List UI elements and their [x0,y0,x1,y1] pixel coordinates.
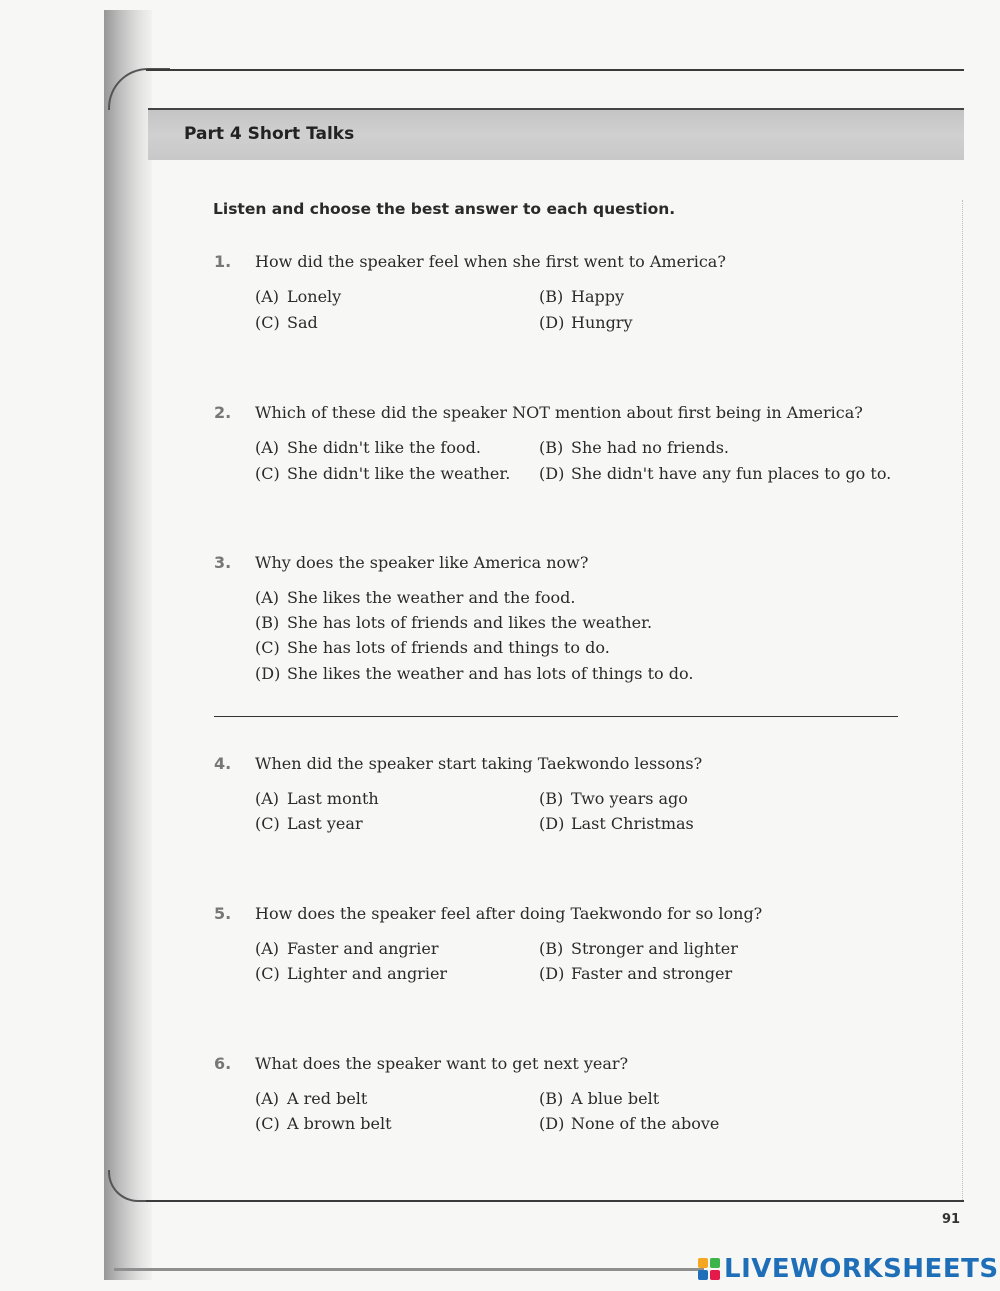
option-text: Happy [571,287,625,306]
option-letter: (B) [539,1089,564,1108]
option-d[interactable] [539,313,633,332]
option-b[interactable] [539,939,738,958]
option-letter: (B) [539,287,564,306]
option-letter: (A) [255,438,280,457]
liveworksheets-logo [698,1253,999,1285]
option-text: Hungry [571,313,633,332]
option-letter: (C) [255,313,280,332]
page-right-edge [962,200,963,1200]
option-a[interactable] [255,1089,367,1108]
option-d[interactable] [539,964,732,983]
option-c[interactable] [255,313,318,332]
option-a[interactable] [255,438,481,457]
option-b[interactable] [255,613,652,632]
question-text: How did the speaker feel when she first went to America? [255,252,726,271]
question-text: When did the speaker start taking Taekwondo lessons? [255,754,703,773]
brand-name: LIVEWORKSHEETS [724,1254,999,1284]
option-text: She likes the weather and the food. [287,588,576,607]
option-a[interactable] [255,287,341,306]
question-text: How does the speaker feel after doing Taekwondo for so long? [255,904,763,923]
option-a[interactable] [255,588,575,607]
option-text: Faster and stronger [571,964,733,983]
bottom-rule [146,1200,964,1202]
option-letter: (D) [539,814,565,833]
option-text: Lonely [287,287,342,306]
option-letter: (D) [539,964,565,983]
option-c[interactable] [255,964,447,983]
option-letter: (C) [255,464,280,483]
option-text: Faster and angrier [287,939,439,958]
option-c[interactable] [255,1114,392,1133]
option-a[interactable] [255,939,439,958]
question-text: Why does the speaker like America now? [255,553,589,572]
question-text: What does the speaker want to get next year? [255,1054,629,1073]
option-text: A blue belt [571,1089,660,1108]
option-text: Stronger and lighter [571,939,738,958]
option-letter: (C) [255,1114,280,1133]
option-letter: (D) [539,1114,565,1133]
question-number: 3. [214,553,232,572]
option-b[interactable] [539,789,688,808]
option-b[interactable] [539,1089,659,1108]
section-title: Part 4 Short Talks [184,124,355,144]
logo-block [698,1258,708,1268]
scan-edge-shadow [114,1268,704,1271]
option-letter: (B) [539,939,564,958]
option-d[interactable] [539,464,891,483]
option-text: She didn't have any fun places to go to. [571,464,892,483]
option-b[interactable] [539,438,729,457]
question-number: 5. [214,904,232,923]
option-c[interactable] [255,814,363,833]
option-letter: (C) [255,964,280,983]
option-letter: (A) [255,287,280,306]
option-letter: (C) [255,814,280,833]
section-divider [214,716,898,717]
option-letter: (A) [255,1089,280,1108]
option-letter: (D) [255,664,281,683]
section-header [148,108,964,160]
option-text: Last month [287,789,379,808]
option-d[interactable] [539,814,694,833]
question-number: 1. [214,252,232,271]
option-letter: (C) [255,638,280,657]
option-a[interactable] [255,789,379,808]
book-spine-shadow [104,10,152,1280]
option-text: Last Christmas [571,814,694,833]
option-text: A red belt [287,1089,368,1108]
option-text: She has lots of friends and likes the weather. [287,613,653,632]
option-text: She didn't like the weather. [287,464,511,483]
logo-blocks-icon [698,1258,720,1280]
option-letter: (B) [255,613,280,632]
option-c[interactable] [255,638,610,657]
logo-block [710,1258,720,1268]
option-letter: (B) [539,438,564,457]
option-text: A brown belt [287,1114,392,1133]
top-rule [146,69,964,71]
question-text: Which of these did the speaker NOT mention about first being in America? [255,403,863,422]
page-number: 91 [942,1212,961,1227]
question-number: 6. [214,1054,232,1073]
option-letter: (B) [539,789,564,808]
option-text: Two years ago [571,789,688,808]
logo-block [710,1270,720,1280]
option-text: She has lots of friends and things to do. [287,638,610,657]
option-d[interactable] [255,664,693,683]
option-letter: (D) [539,464,565,483]
option-text: Lighter and angrier [287,964,448,983]
instructions: Listen and choose the best answer to each question. [213,200,676,218]
option-text: She likes the weather and has lots of things to do. [287,664,694,683]
option-b[interactable] [539,287,624,306]
question-number: 2. [214,403,232,422]
option-d[interactable] [539,1114,719,1133]
option-text: She had no friends. [571,438,730,457]
option-text: Sad [287,313,318,332]
question-number: 4. [214,754,232,773]
option-letter: (D) [539,313,565,332]
option-text: She didn't like the food. [287,438,481,457]
option-c[interactable] [255,464,510,483]
option-letter: (A) [255,939,280,958]
option-text: None of the above [571,1114,720,1133]
logo-block [698,1270,708,1280]
option-text: Last year [287,814,363,833]
option-letter: (A) [255,588,280,607]
option-letter: (A) [255,789,280,808]
